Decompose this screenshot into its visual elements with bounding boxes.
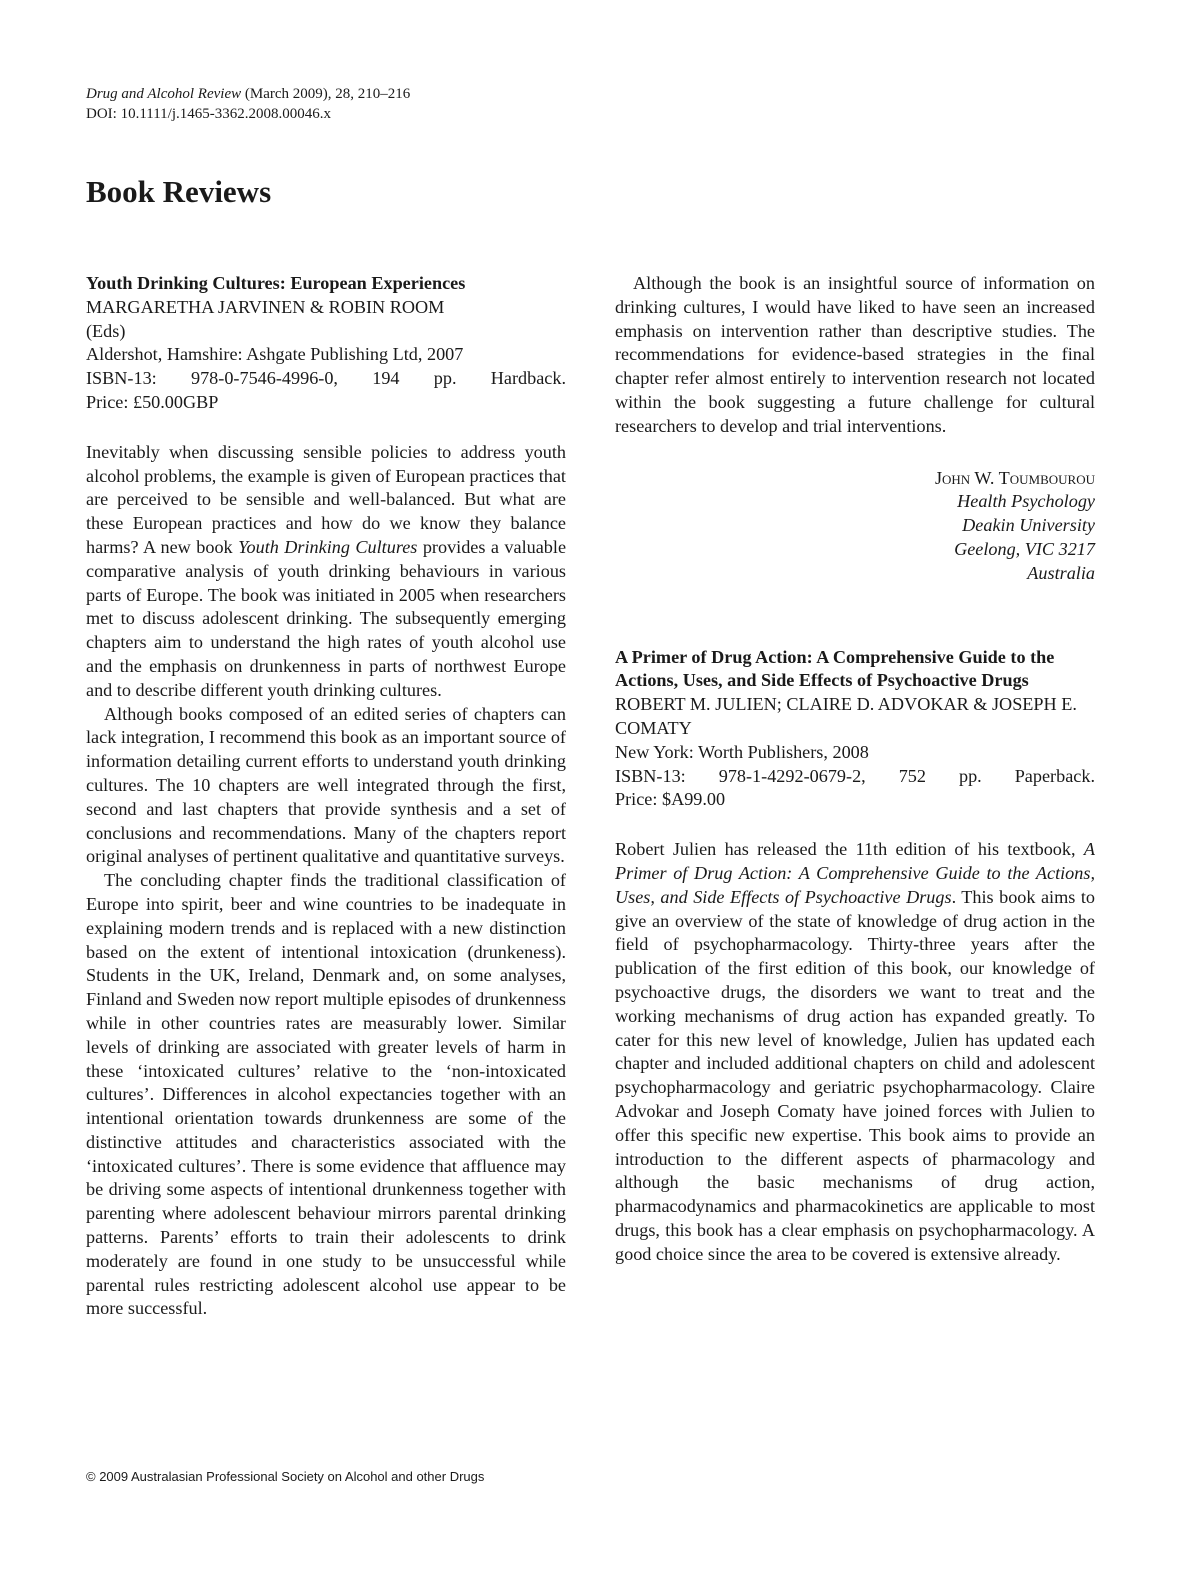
review1-isbn: ISBN-13: 978-0-7546-4996-0, 194 pp. Hardback. (86, 368, 566, 389)
reviewer-name: John W. Toumbourou (934, 467, 1095, 488)
review1-book-title: Youth Drinking Cultures: European Experiences (86, 273, 466, 293)
right-column (615, 272, 1095, 1266)
review2-italic-title: A Primer of Drug Action: A Comprehensive Guide to the Actions, Uses, and Side Effects of Psychoactive Drugs (615, 839, 1095, 907)
review2-publisher: New York: Worth Publishers, 2008 (615, 741, 869, 762)
review1-paragraph-3: The concluding chapter finds the traditional classification of Europe into spirit, beer and wine countries to be inadequate in explaining modern trends and is replaced with a new distinction based on the extent of intentional intoxication (drunkeness). Students in the UK, Ireland, Denmark and, on some analyses, Finland and Sweden now report multiple episodes of drunkenness while in other countries rates are measurably lower. Similar levels of drinking are associated with greater levels of harm in these ‘intoxicated cultures’ relative to the ‘non-intoxicated cultures’. Differences in alcohol expectancies together with an intentional orientation towards drunkenness are some of the distinctive attitudes and characteristics associated with the ‘intoxicated cultures’. There is some evidence that affluence may be driving some aspects of intentional drunkenness together with parenting where adolescent behaviour mirrors parental drinking patterns. Parents’ efforts to train their adolescents to drink moderately are found in one study to be unsuccessful while parental rules restricting adolescent alcohol use appear to be more successful. (86, 870, 566, 1319)
reviewer-city: Geelong, VIC 3217 (954, 538, 1095, 559)
reviewer-department: Health Psychology (957, 491, 1095, 512)
journal-name: Drug and Alcohol Review (86, 86, 242, 102)
review1-publisher: Aldershot, Hamshire: Ashgate Publishing Ltd, 2007 (86, 344, 464, 365)
review2-isbn: ISBN-13: 978-1-4292-0679-2, 752 pp. Paperback. (615, 765, 1095, 786)
journal-citation (86, 84, 410, 104)
review1-paragraph-1: Inevitably when discussing sensible policies to address youth alcohol problems, the example is given of European practices that are perceived to be sensible and well-balanced. But what are these European practices and how do we know they balance harms? A new book Youth Drinking Cultures provides a valuable comparative analysis of youth drinking behaviours in various parts of Europe. The book was initiated in 2005 when researchers met to discuss adolescent drinking. The subsequently emerging chapters aim to understand the high rates of youth alcohol use and the emphasis on drunkenness in parts of northwest Europe and to describe different youth drinking cultures. (86, 441, 567, 700)
review1-italic-title: Youth Drinking Cultures (238, 536, 418, 557)
review1-price: Price: £50.00GBP (86, 391, 219, 412)
review1-eds: (Eds) (86, 320, 126, 341)
review2-paragraph-1: Robert Julien has released the 11th edition of his textbook, A Primer of Drug Action: A Comprehensive Guide to the Actions, Uses, and Side Effects of Psychoactive Drugs. This book aims to give an overview of the state of knowledge of drug action in the field of psychopharmacology. Thirty-three years after the publication of the first edition of this book, our knowledge of psychoactive drugs, the disorders we want to treat and the working mechanisms of drug action has expanded greatly. To cater for this new level of knowledge, Julien has updated each chapter and included additional chapters on child and adolescent psychopharmacology and geriatric psychopharmacology. Claire Advokar and Joseph Comaty have joined forces with Julien to offer this specific new expertise. This book aims to provide an introduction to the different aspects of pharmacology and although the basic mechanisms of drug action, pharmacodynamics and pharmacokinetics are applicable to most drugs, this book has a clear emphasis on psychopharmacology. A good choice since the area to be covered is extensive already. (615, 839, 1095, 1264)
review2-book-title: A Primer of Drug Action: A Comprehensive Guide to the Actions, Uses, and Side Effects of Psychoactive Drugs (615, 646, 1055, 691)
review1-paragraph-4: Although the book is an insightful source of information on drinking cultures, I would have liked to have seen an increased emphasis on intervention rather than descriptive studies. The recommendations for evidence-based strategies in the final chapter refer almost entirely to intervention research not located within the book suggesting a future challenge for cultural researchers to develop and trial interventions. (615, 273, 1095, 436)
review2-authors: ROBERT M. JULIEN; CLAIRE D. ADVOKAR & JOSEPH E. COMATY (615, 694, 1077, 738)
issue-info: (March 2009), 28, 210–216 (241, 86, 411, 102)
running-header (86, 84, 410, 124)
copyright-footer: © 2009 Australasian Professional Society on Alcohol and other Drugs (86, 1469, 485, 1484)
left-column (86, 272, 566, 1321)
review1-paragraph-2: Although books composed of an edited series of chapters can lack integration, I recommend this book as an important source of information detailing current efforts to understand youth drinking cultures. The 10 chapters are well integrated through the first, second and last chapters that provide synthesis and a set of conclusions and recommendations. Many of the chapters report original analyses of pertinent qualitative and quantitative surveys. (86, 703, 566, 867)
reviewer-university: Deakin University (962, 515, 1095, 536)
doi: DOI: 10.1111/j.1465-3362.2008.00046.x (86, 106, 331, 122)
review1-signature (615, 467, 1095, 586)
review1-authors: MARGARETHA JARVINEN & ROBIN ROOM (86, 296, 445, 317)
review2 (615, 646, 1095, 1267)
review2-price: Price: $A99.00 (615, 789, 726, 810)
reviewer-country: Australia (1027, 562, 1095, 583)
page-title: Book Reviews (86, 174, 272, 209)
